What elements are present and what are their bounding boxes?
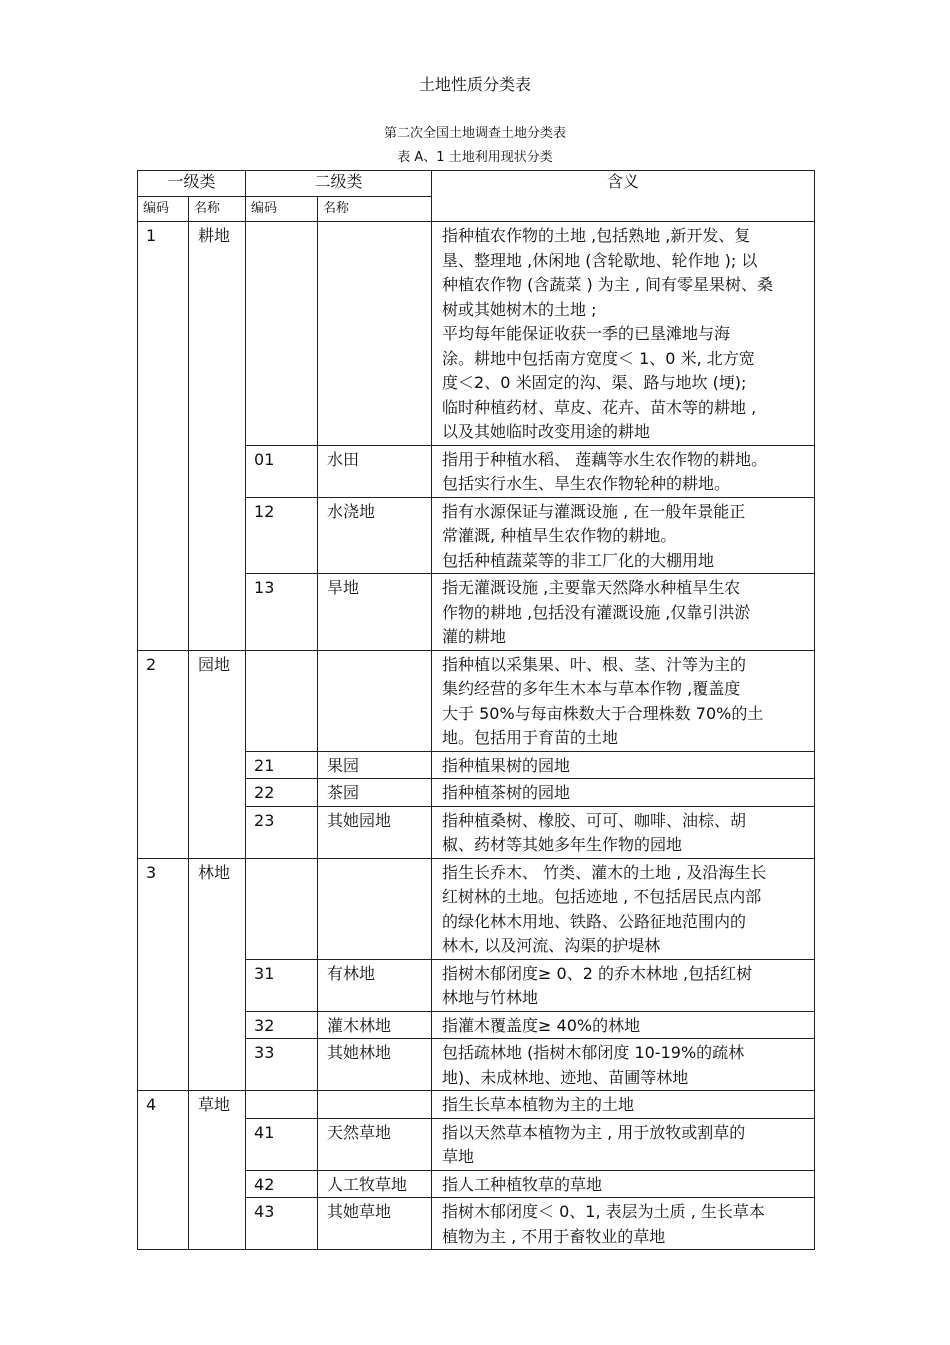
meaning-cell <box>432 806 815 858</box>
meaning-cell <box>432 1011 815 1039</box>
level2-code: 32 <box>246 1011 318 1039</box>
meaning-cell <box>432 751 815 779</box>
meaning-line: 指树木郁闭度≥ 0、2 的乔木林地 ,包括红树 <box>442 963 753 983</box>
level2-name-empty <box>318 1091 432 1119</box>
meaning-line: 集约经营的多年生木本与草本作物 ,覆盖度 <box>442 679 741 698</box>
level1-code: 4 <box>138 1091 189 1250</box>
meaning-line: 椒、药材等其她多年生作物的园地 <box>442 835 683 854</box>
meaning-line: 地)、未成林地、迹地、苗圃等林地 <box>442 1067 689 1087</box>
level1-code: 1 <box>138 222 189 651</box>
meaning-line: 红树林的土地。包括迹地 , 不包括居民点内部 <box>442 887 762 906</box>
level2-name: 其她园地 <box>318 806 432 858</box>
meaning-line: 指种植果树的园地 <box>442 755 571 775</box>
level1-name: 耕地 <box>189 222 246 651</box>
meaning-line: 临时种植药材、草皮、花卉、苗木等的耕地 , <box>442 397 757 417</box>
header-level2: 二级类 <box>246 171 432 197</box>
level1-name: 林地 <box>189 858 246 1091</box>
level2-code: 23 <box>246 806 318 858</box>
meaning-line: 草地 <box>442 1147 475 1166</box>
meaning-line: 指用于种植水稻、 莲藕等水生农作物的耕地。 <box>442 449 768 469</box>
table-subtitle: 第二次全国土地调查土地分类表 <box>383 126 566 141</box>
meaning-cell <box>432 574 815 651</box>
header-row-1 <box>138 171 815 197</box>
table-caption: 表 A、1 土地利用现状分类 <box>397 150 553 165</box>
meaning-cell <box>432 1118 815 1170</box>
meaning-line: 包括实行水生、旱生农作物轮种的耕地。 <box>442 474 731 493</box>
header-name2: 名称 <box>318 197 432 222</box>
level2-code-empty <box>246 222 318 446</box>
level2-code: 43 <box>246 1198 318 1250</box>
meaning-cell <box>432 1091 815 1119</box>
level2-name: 茶园 <box>318 779 432 807</box>
level2-code: 12 <box>246 497 318 574</box>
meaning-line: 指生长乔木、 竹类、灌木的土地 , 及沿海生长 <box>442 862 767 882</box>
header-name1: 名称 <box>189 197 246 222</box>
meaning-cell <box>432 1170 815 1198</box>
level2-name: 水浇地 <box>318 497 432 574</box>
meaning-line: 垦、整理地 ,休闲地 (含轮歇地、轮作地 ); 以 <box>442 250 758 270</box>
meaning-line: 指无灌溉设施 ,主要靠天然降水种植旱生农 <box>442 578 741 597</box>
meaning-line: 指种植茶树的园地 <box>442 783 571 802</box>
header-level1: 一级类 <box>138 171 246 197</box>
meaning-line: 指人工种植牧草的草地 <box>442 1174 603 1194</box>
meaning-line: 植物为主 , 不用于畜牧业的草地 <box>442 1226 666 1246</box>
level2-name: 果园 <box>318 751 432 779</box>
meaning-line: 常灌溉, 种植旱生农作物的耕地。 <box>442 526 677 545</box>
meaning-line: 平均每年能保证收获一季的已垦滩地与海 <box>442 324 731 343</box>
meaning-line: 树或其她树木的土地 ; <box>442 299 597 319</box>
meaning-line: 指种植农作物的土地 ,包括熟地 ,新开发、复 <box>442 226 751 245</box>
meaning-line: 种植农作物 (含蔬菜 ) 为主 , 间有零星果树、桑 <box>442 275 774 294</box>
level2-name: 有林地 <box>318 959 432 1011</box>
level2-code: 31 <box>246 959 318 1011</box>
level2-code-empty <box>246 1091 318 1119</box>
meaning-cell <box>432 858 815 959</box>
meaning-line: 包括种植蔬菜等的非工厂化的大棚用地 <box>442 550 715 570</box>
level2-code: 33 <box>246 1039 318 1091</box>
meaning-cell <box>432 1039 815 1091</box>
meaning-line: 灌的耕地 <box>442 627 507 646</box>
level2-code-empty <box>246 858 318 959</box>
level2-name: 旱地 <box>318 574 432 651</box>
meaning-line: 指种植以采集果、叶、根、茎、汁等为主的 <box>442 654 747 674</box>
meaning-line: 作物的耕地 ,包括没有灌溉设施 ,仅靠引洪淤 <box>442 602 751 622</box>
table-row <box>138 858 815 959</box>
meaning-line: 指灌木覆盖度≥ 40%的林地 <box>442 1015 641 1035</box>
meaning-line: 大于 50%与每亩株数大于合理株数 70%的土 <box>442 703 764 723</box>
level2-name: 灌木林地 <box>318 1011 432 1039</box>
header-code1: 编码 <box>138 197 189 222</box>
meaning-line: 地。包括用于育苗的土地 <box>442 728 619 747</box>
meaning-line: 指种植桑树、橡胶、可可、咖啡、油棕、胡 <box>442 810 747 830</box>
level2-name: 其她林地 <box>318 1039 432 1091</box>
meaning-line: 包括疏林地 (指树木郁闭度 10-19%的疏林 <box>442 1043 745 1062</box>
land-classification-table <box>137 170 815 1250</box>
meaning-line: 以及其她临时改变用途的耕地 <box>442 422 651 441</box>
level2-code: 01 <box>246 445 318 497</box>
level2-name: 水田 <box>318 445 432 497</box>
page-title: 土地性质分类表 <box>418 75 531 94</box>
meaning-line: 涂。耕地中包括南方宽度＜ 1、0 米, 北方宽 <box>442 348 755 368</box>
meaning-cell <box>432 1198 815 1250</box>
level1-code: 3 <box>138 858 189 1091</box>
meaning-cell <box>432 959 815 1011</box>
meaning-cell <box>432 445 815 497</box>
level2-name: 人工牧草地 <box>318 1170 432 1198</box>
level2-code: 41 <box>246 1118 318 1170</box>
level2-code-empty <box>246 650 318 751</box>
level1-name: 园地 <box>189 650 246 858</box>
meaning-line: 指生长草本植物为主的土地 <box>442 1095 635 1114</box>
level2-name: 天然草地 <box>318 1118 432 1170</box>
level2-name: 其她草地 <box>318 1198 432 1250</box>
meaning-line: 的绿化林木用地、铁路、公路征地范围内的 <box>442 911 747 931</box>
level2-code: 22 <box>246 779 318 807</box>
meaning-line: 指有水源保证与灌溉设施 , 在一般年景能正 <box>442 501 746 521</box>
level2-code: 13 <box>246 574 318 651</box>
level2-name-empty <box>318 650 432 751</box>
header-code2: 编码 <box>246 197 318 222</box>
meaning-cell <box>432 650 815 751</box>
level2-code: 42 <box>246 1170 318 1198</box>
level2-code: 21 <box>246 751 318 779</box>
table-row <box>138 650 815 751</box>
meaning-line: 度＜2、0 米固定的沟、渠、路与地坎 (埂); <box>442 373 747 392</box>
meaning-cell <box>432 497 815 574</box>
meaning-cell <box>432 222 815 446</box>
meaning-line: 指以天然草本植物为主 , 用于放牧或割草的 <box>442 1122 746 1142</box>
level2-name-empty <box>318 858 432 959</box>
meaning-line: 指树木郁闭度＜ 0、1, 表层为土质 , 生长草本 <box>442 1202 765 1221</box>
meaning-line: 林木, 以及河流、沟渠的护堤林 <box>442 936 661 955</box>
level1-code: 2 <box>138 650 189 858</box>
meaning-line: 林地与竹林地 <box>442 988 539 1007</box>
table-row <box>138 222 815 446</box>
table-row <box>138 1091 815 1119</box>
level1-name: 草地 <box>189 1091 246 1250</box>
meaning-cell <box>432 779 815 807</box>
level2-name-empty <box>318 222 432 446</box>
header-meaning: 含义 <box>432 171 815 222</box>
